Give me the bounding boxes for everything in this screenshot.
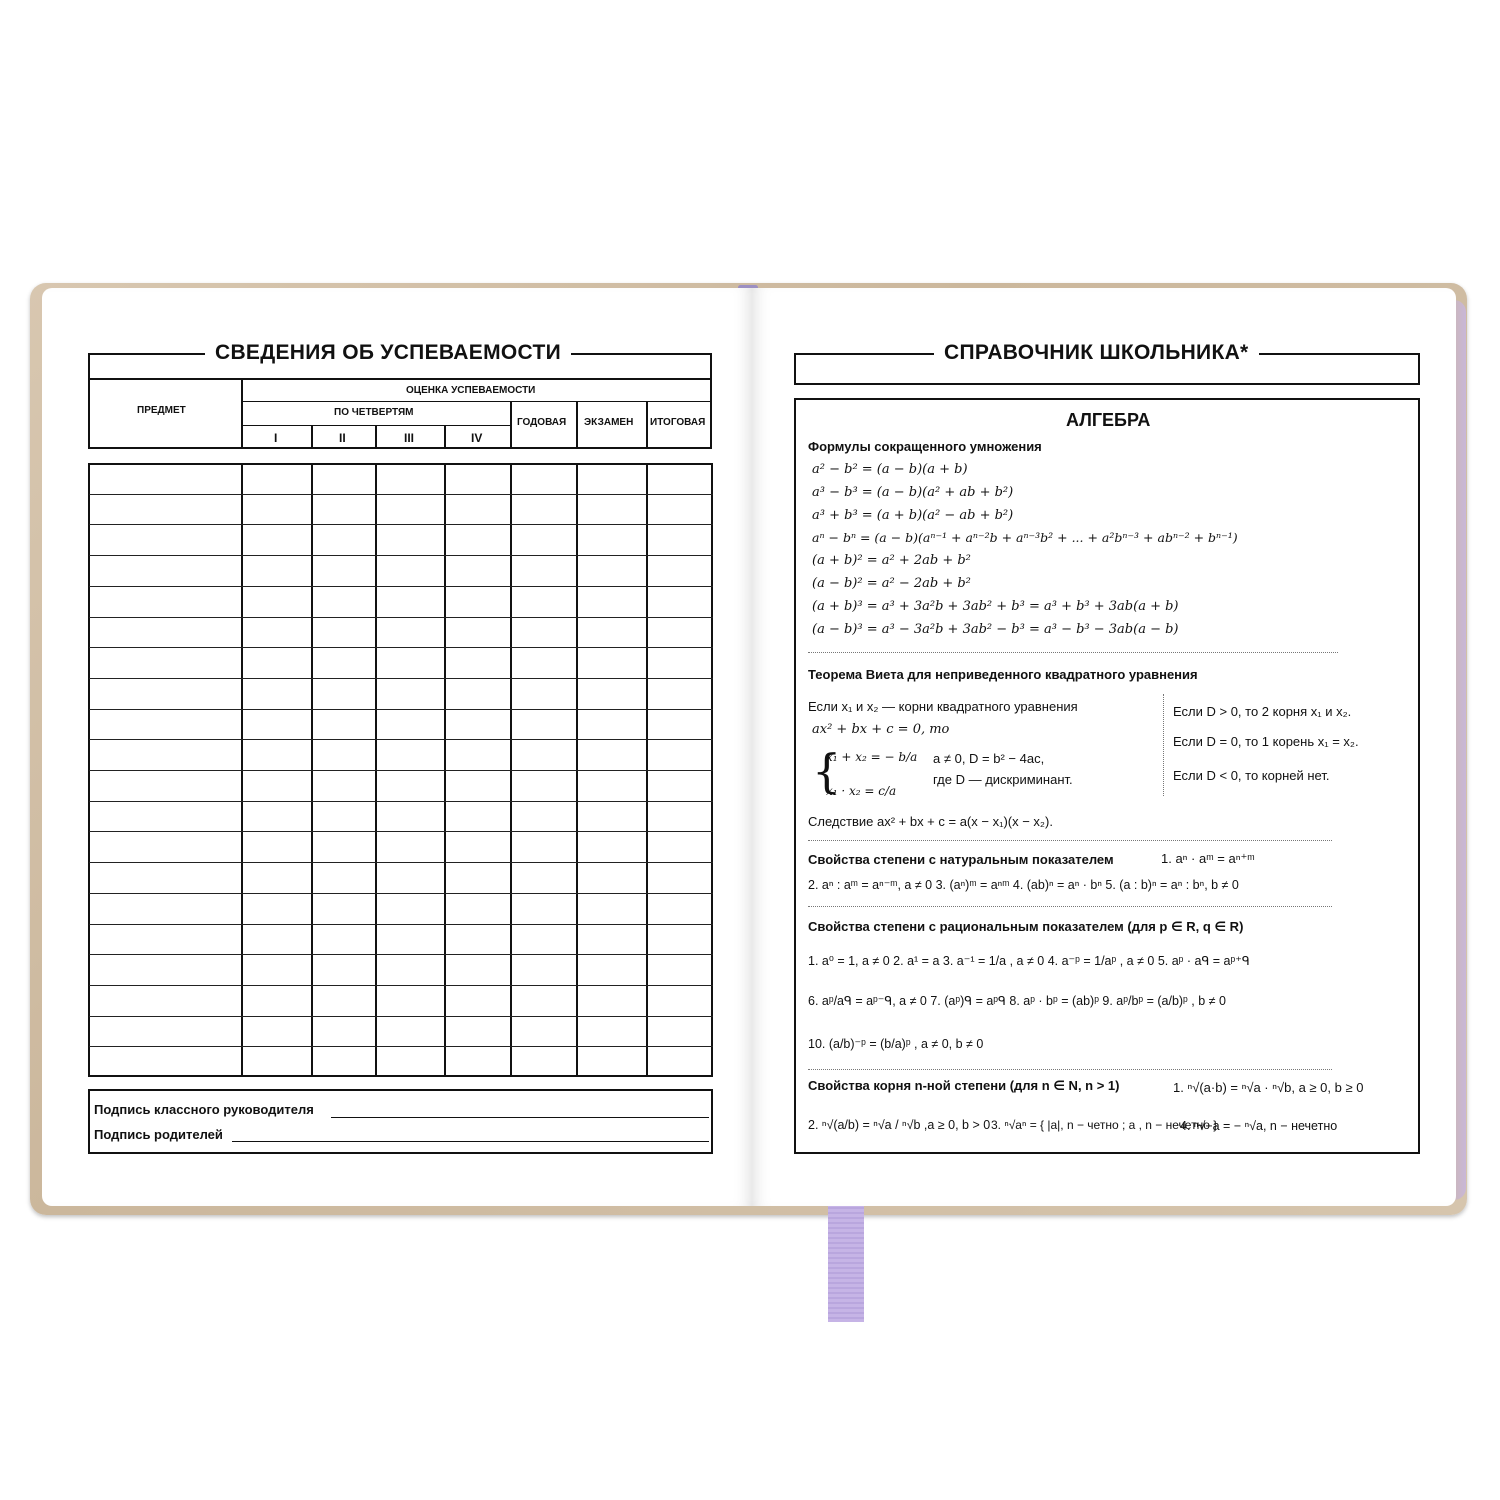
signature-teacher-label: Подпись классного руководителя bbox=[94, 1102, 314, 1117]
vieta-intro-2: ax² + bx + c = 0, то bbox=[812, 722, 950, 737]
rat-powers-line-3: 10. (a/b)⁻ᵖ = (b/a)ᵖ , a ≠ 0, b ≠ 0 bbox=[808, 1037, 984, 1051]
table-row-line bbox=[89, 862, 713, 863]
table-row-line bbox=[89, 924, 713, 925]
formula-2: a³ − b³ = (a − b)(a² + ab + b²) bbox=[812, 485, 1014, 500]
table-row-line bbox=[89, 801, 713, 802]
header-quarter-4: IV bbox=[471, 431, 483, 445]
vieta-condition-1: a ≠ 0, D = b² − 4ac, bbox=[933, 751, 1045, 766]
vieta-product: x₁ · x₂ = c/a bbox=[826, 784, 897, 798]
formula-1: a² − b² = (a − b)(a + b) bbox=[812, 462, 968, 477]
header-final: ИТОГОВАЯ bbox=[650, 417, 706, 428]
table-row-line bbox=[89, 678, 713, 679]
table-row-line bbox=[89, 555, 713, 556]
table-row-line bbox=[89, 831, 713, 832]
discriminant-positive: Если D > 0, то 2 корня x₁ и x₂. bbox=[1173, 704, 1352, 719]
table-row-line bbox=[89, 647, 713, 648]
vieta-intro-1: Если x₁ и x₂ — корни квадратного уравнения bbox=[808, 699, 1078, 714]
system-brace: { bbox=[812, 744, 842, 798]
vieta-sum: x₁ + x₂ = − b/a bbox=[826, 750, 918, 764]
header-quarter-1: I bbox=[274, 431, 278, 445]
table-row-line bbox=[89, 770, 713, 771]
divider-2 bbox=[808, 840, 1332, 841]
signature-parents-line[interactable] bbox=[232, 1141, 709, 1142]
discriminant-negative: Если D < 0, то корней нет. bbox=[1173, 768, 1330, 783]
formula-4: aⁿ − bⁿ = (a − b)(aⁿ⁻¹ + aⁿ⁻²b + aⁿ⁻³b² + ... + a²bⁿ⁻³ + abⁿ⁻² + bⁿ⁻¹) bbox=[812, 530, 1238, 545]
vieta-heading: Теорема Виета для неприведенного квадратного уравнения bbox=[808, 667, 1198, 682]
rat-powers-line-1: 1. a⁰ = 1, a ≠ 0 2. a¹ = a 3. a⁻¹ = 1/a , a ≠ 0 4. a⁻ᵖ = 1/aᵖ , a ≠ 0 5. aᵖ · aᑫ = aᵖ⁺ᑫ bbox=[808, 954, 1250, 968]
algebra-title: АЛГЕБРА bbox=[1066, 410, 1151, 430]
header-vline-q2 bbox=[311, 425, 313, 449]
divider-3 bbox=[808, 906, 1332, 907]
table-row-line bbox=[89, 1016, 713, 1017]
header-vline-final bbox=[646, 401, 648, 449]
signature-parents-label: Подпись родителей bbox=[94, 1127, 223, 1142]
signature-box bbox=[88, 1089, 713, 1154]
formula-5: (a + b)² = a² + 2ab + b² bbox=[812, 553, 971, 568]
vieta-condition-2: где D — дискриминант. bbox=[933, 772, 1073, 787]
discriminant-zero: Если D = 0, то 1 корень x₁ = x₂. bbox=[1173, 734, 1359, 749]
formula-6: (a − b)² = a² − 2ab + b² bbox=[812, 576, 971, 591]
rat-powers-heading: Свойства степени с рациональным показателем (для p ∈ R, q ∈ R) bbox=[808, 919, 1244, 934]
header-vline-exam bbox=[576, 401, 578, 449]
header-quarter-3: III bbox=[404, 431, 415, 445]
header-divider bbox=[88, 378, 712, 380]
header-vline-annual bbox=[510, 401, 512, 449]
table-row-line bbox=[89, 586, 713, 587]
header-exam: ЭКЗАМЕН bbox=[584, 417, 634, 428]
formula-3: a³ + b³ = (a + b)(a² − ab + b²) bbox=[812, 508, 1014, 523]
table-row-line bbox=[89, 739, 713, 740]
formula-7: (a + b)³ = a³ + 3a²b + 3ab² + b³ = a³ + b³ + 3ab(a + b) bbox=[812, 599, 1179, 614]
header-vline-q4 bbox=[444, 425, 446, 449]
nat-powers-line-2: 2. aⁿ : aᵐ = aⁿ⁻ᵐ, a ≠ 0 3. (aⁿ)ᵐ = aⁿᵐ 4. (ab)ⁿ = aⁿ · bⁿ 5. (a : b)ⁿ = aⁿ : bⁿ, b ≠ 0 bbox=[808, 878, 1239, 892]
table-row-line bbox=[89, 709, 713, 710]
table-row-line bbox=[89, 893, 713, 894]
right-page-title: СПРАВОЧНИК ШКОЛЬНИКА* bbox=[934, 341, 1259, 365]
header-vline-q3 bbox=[375, 425, 377, 449]
header-subject: ПРЕДМЕТ bbox=[137, 405, 186, 416]
roots-item-1: 1. ⁿ√(a·b) = ⁿ√a · ⁿ√b, a ≥ 0, b ≥ 0 bbox=[1173, 1080, 1364, 1095]
vieta-vertical-divider bbox=[1163, 694, 1164, 796]
header-grade-title: ОЦЕНКА УСПЕВАЕМОСТИ bbox=[406, 385, 536, 396]
formula-8: (a − b)³ = a³ − 3a²b + 3ab² − b³ = a³ − b³ − 3ab(a − b) bbox=[812, 622, 1179, 637]
table-row-line bbox=[89, 494, 713, 495]
table-row-line bbox=[89, 954, 713, 955]
table-row-line bbox=[89, 1046, 713, 1047]
nat-powers-heading: Свойства степени с натуральным показателем bbox=[808, 852, 1114, 867]
left-page-title: СВЕДЕНИЯ ОБ УСПЕВАЕМОСТИ bbox=[205, 341, 571, 365]
short-mult-heading: Формулы сокращенного умножения bbox=[808, 439, 1042, 454]
header-vline-subject bbox=[241, 378, 243, 449]
header-hline-1 bbox=[241, 401, 712, 402]
header-quarter-2: II bbox=[339, 431, 346, 445]
table-row-line bbox=[89, 985, 713, 986]
roots-item-3: 3. ⁿ√aⁿ = { |a|, n − четно ; a , n − нечетно } bbox=[991, 1118, 1218, 1132]
nat-powers-item-1: 1. aⁿ · aᵐ = aⁿ⁺ᵐ bbox=[1161, 851, 1255, 866]
table-row-line bbox=[89, 617, 713, 618]
vieta-corollary: Следствие ax² + bx + c = a(x − x₁)(x − x₂). bbox=[808, 814, 1053, 829]
roots-item-2: 2. ⁿ√(a/b) = ⁿ√a / ⁿ√b ,a ≥ 0, b > 0 bbox=[808, 1118, 991, 1132]
table-row-line bbox=[89, 524, 713, 525]
header-quarters-title: ПО ЧЕТВЕРТЯМ bbox=[334, 407, 414, 418]
roots-heading: Свойства корня n-ной степени (для n ∈ N, n > 1) bbox=[808, 1078, 1120, 1093]
bookmark-ribbon bbox=[828, 1206, 864, 1322]
rat-powers-line-2: 6. aᵖ/aᑫ = aᵖ⁻ᑫ, a ≠ 0 7. (aᵖ)ᑫ = aᵖᑫ 8. aᵖ · bᵖ = (ab)ᵖ 9. aᵖ/bᵖ = (a/b)ᵖ , b ≠ 0 bbox=[808, 994, 1226, 1008]
divider-4 bbox=[808, 1069, 1332, 1070]
roots-item-4: 4. ⁿ√−a = − ⁿ√a, n − нечетно bbox=[1180, 1119, 1338, 1133]
divider-1 bbox=[808, 652, 1338, 653]
signature-teacher-line[interactable] bbox=[331, 1117, 709, 1118]
header-annual: ГОДОВАЯ bbox=[517, 417, 567, 428]
